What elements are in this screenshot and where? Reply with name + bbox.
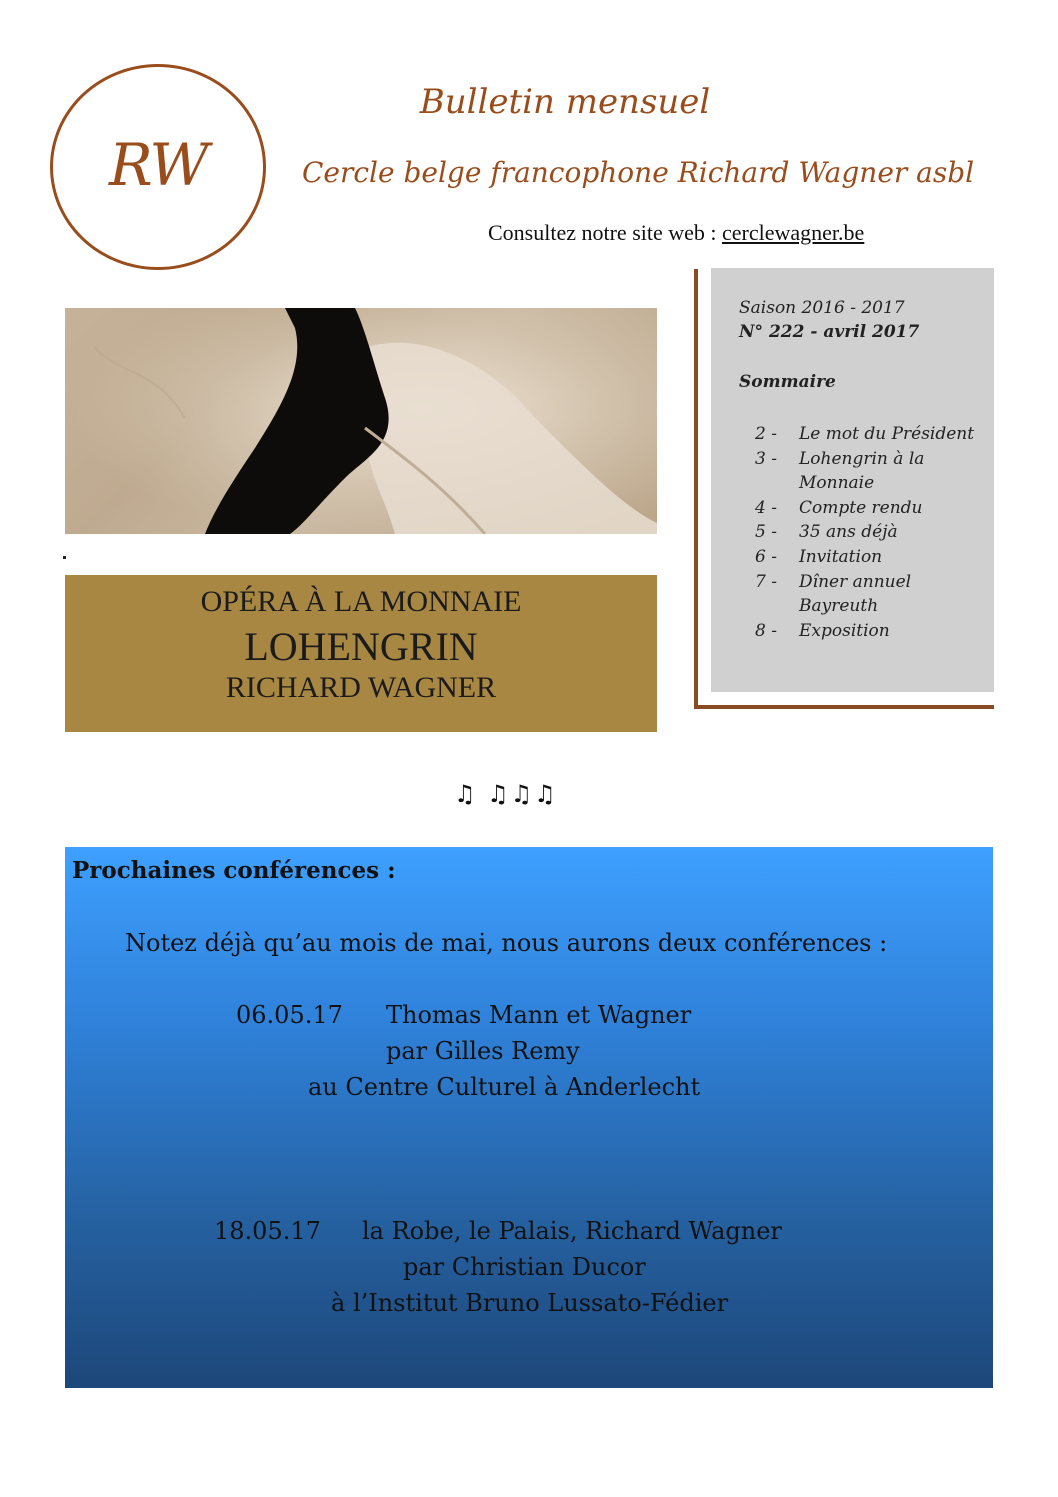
toc-item[interactable] [755,545,991,570]
website-link[interactable]: cerclewagner.be [722,220,865,245]
conferences-panel [65,847,993,1388]
conferences-heading: Prochaines conférences : [72,857,396,884]
music-notes-icon: ♫ ♫♫♫ [454,780,558,808]
toc-item[interactable] [755,619,991,644]
event-venue: à l’Institut Bruno Lussato-Fédier [331,1289,729,1317]
website-line [488,220,864,246]
toc-list [755,422,991,643]
event-date: 06.05.17 [236,1001,343,1029]
toc-title: Compte rendu [799,497,923,518]
toc-title: Invitation [799,546,883,567]
cover-photo-art [65,308,657,534]
opera-title: LOHENGRIN [244,624,478,669]
toc-title: 35 ans déjà [799,522,898,543]
toc-item[interactable] [755,570,991,619]
event-title: Thomas Mann et Wagner [386,1001,692,1029]
event-speaker: par Gilles Remy [386,1037,580,1065]
toc-page: 5 - [755,522,777,543]
club-name: Cercle belge francophone Richard Wagner asbl [302,156,975,189]
event-date: 18.05.17 [214,1217,321,1245]
toc-item[interactable] [755,496,991,521]
toc-title: Le mot du Président [799,424,975,444]
event-venue: au Centre Culturel à Anderlecht [308,1073,701,1101]
toc-page: 8 - [755,620,777,641]
toc-item[interactable] [755,520,991,545]
bulletin-title: Bulletin mensuel [419,82,711,122]
toc-page: 6 - [755,546,777,567]
toc-title: Dîner annuel Bayreuth [799,571,912,617]
website-prefix: Consultez notre site web : [488,220,723,245]
toc-heading: Sommaire [739,372,836,392]
event-title: la Robe, le Palais, Richard Wagner [362,1217,782,1245]
toc-page: 7 - [755,571,777,592]
cover-photo [65,308,657,534]
toc-item[interactable] [755,447,991,496]
opera-title-block [65,575,657,732]
toc-title: Exposition [799,620,890,641]
toc-item[interactable] [755,422,991,447]
toc-page: 3 - [755,448,777,469]
toc-title: Lohengrin à la Monnaie [799,448,925,494]
toc-page: 4 - [755,497,777,518]
logo-monogram: RW [108,131,207,199]
event-speaker: par Christian Ducor [403,1253,646,1281]
opera-venue: OPÉRA À LA MONNAIE [200,585,522,618]
conferences-intro: Notez déjà qu’au mois de mai, nous aurons deux conférences : [125,929,888,957]
toc-page: 2 - [755,424,777,444]
decorative-dot [63,556,66,559]
table-of-contents-panel [711,268,994,692]
opera-composer: RICHARD WAGNER [225,671,497,704]
season-label: Saison 2016 - 2017 [739,298,905,318]
issue-number: N° 222 - avril 2017 [739,322,920,342]
